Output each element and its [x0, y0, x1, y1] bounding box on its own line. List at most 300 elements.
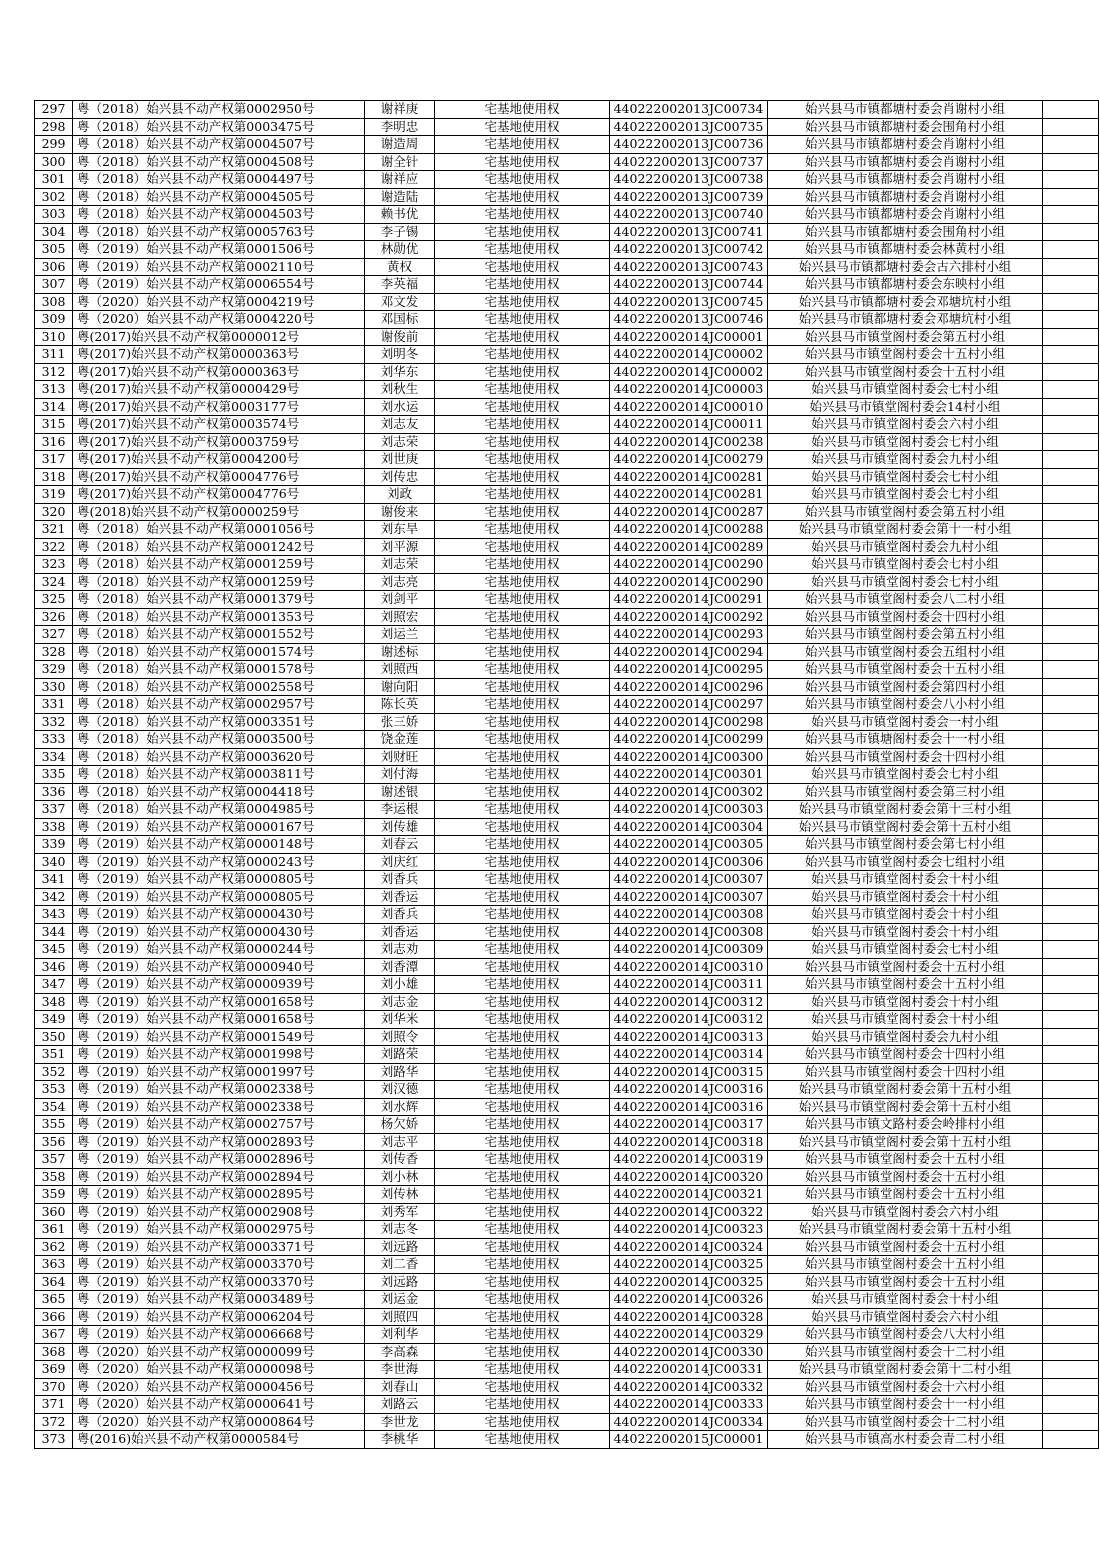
cell-remarks [1043, 643, 1099, 661]
cell-owner-name: 谢祥庚 [365, 101, 435, 119]
table-row [35, 381, 1099, 399]
cell-remarks [1043, 993, 1099, 1011]
table-row [35, 1431, 1099, 1449]
cell-remarks [1043, 1116, 1099, 1134]
cell-row-number: 345 [35, 941, 73, 959]
cell-row-number: 346 [35, 958, 73, 976]
cell-location: 始兴县马市镇堂阁村委会十村小组 [768, 923, 1043, 941]
cell-location: 始兴县马市镇堂阁村委会七村小组 [768, 556, 1043, 574]
table-row [35, 591, 1099, 609]
cell-certificate-number: 粤（2018）始兴县不动产权第0001552号 [73, 626, 365, 644]
cell-certificate-number: 粤（2018）始兴县不动产权第0003811号 [73, 766, 365, 784]
cell-row-number: 371 [35, 1396, 73, 1414]
cell-certificate-number: 粤（2020）始兴县不动产权第0004219号 [73, 293, 365, 311]
cell-row-number: 355 [35, 1116, 73, 1134]
cell-location: 始兴县马市镇堂阁村委会十五村小组 [768, 1168, 1043, 1186]
cell-right-type: 宅基地使用权 [435, 993, 610, 1011]
cell-row-number: 314 [35, 398, 73, 416]
cell-certificate-number: 粤（2018）始兴县不动产权第0004503号 [73, 206, 365, 224]
cell-owner-name: 刘传雄 [365, 818, 435, 836]
cell-remarks [1043, 608, 1099, 626]
cell-unit-number: 440222002013JC00737 [610, 153, 768, 171]
cell-location: 始兴县马市镇塘阁村委会十一村小组 [768, 731, 1043, 749]
cell-right-type: 宅基地使用权 [435, 1378, 610, 1396]
table-row [35, 1098, 1099, 1116]
cell-remarks [1043, 1133, 1099, 1151]
cell-right-type: 宅基地使用权 [435, 1238, 610, 1256]
cell-row-number: 339 [35, 836, 73, 854]
cell-right-type: 宅基地使用权 [435, 1133, 610, 1151]
cell-owner-name: 刘世庚 [365, 451, 435, 469]
cell-owner-name: 刘二香 [365, 1256, 435, 1274]
cell-location: 始兴县马市镇堂阁村委会第十五村小组 [768, 818, 1043, 836]
cell-remarks [1043, 1431, 1099, 1449]
cell-right-type: 宅基地使用权 [435, 1343, 610, 1361]
cell-unit-number: 440222002014JC00287 [610, 503, 768, 521]
cell-certificate-number: 粤(2018)始兴县不动产权第0000259号 [73, 503, 365, 521]
table-row [35, 1203, 1099, 1221]
cell-remarks [1043, 1081, 1099, 1099]
cell-right-type: 宅基地使用权 [435, 503, 610, 521]
cell-remarks [1043, 591, 1099, 609]
cell-unit-number: 440222002014JC00238 [610, 433, 768, 451]
cell-right-type: 宅基地使用权 [435, 1256, 610, 1274]
cell-right-type: 宅基地使用权 [435, 136, 610, 154]
cell-row-number: 318 [35, 468, 73, 486]
cell-remarks [1043, 626, 1099, 644]
cell-owner-name: 刘汉德 [365, 1081, 435, 1099]
cell-remarks [1043, 346, 1099, 364]
cell-row-number: 360 [35, 1203, 73, 1221]
cell-owner-name: 李明忠 [365, 118, 435, 136]
cell-unit-number: 440222002015JC00001 [610, 1431, 768, 1449]
cell-owner-name: 赖书优 [365, 206, 435, 224]
cell-right-type: 宅基地使用权 [435, 1081, 610, 1099]
cell-unit-number: 440222002014JC00281 [610, 468, 768, 486]
cell-location: 始兴县马市镇堂阁村委会第十五村小组 [768, 1221, 1043, 1239]
cell-owner-name: 谢俊前 [365, 328, 435, 346]
table-row [35, 293, 1099, 311]
cell-remarks [1043, 941, 1099, 959]
cell-row-number: 326 [35, 608, 73, 626]
cell-row-number: 300 [35, 153, 73, 171]
table-row [35, 433, 1099, 451]
table-row [35, 993, 1099, 1011]
cell-remarks [1043, 871, 1099, 889]
cell-certificate-number: 粤（2019）始兴县不动产权第0002895号 [73, 1186, 365, 1204]
cell-owner-name: 刘传香 [365, 1151, 435, 1169]
cell-certificate-number: 粤(2017)始兴县不动产权第0000429号 [73, 381, 365, 399]
cell-owner-name: 刘远路 [365, 1238, 435, 1256]
table-row [35, 1308, 1099, 1326]
cell-location: 始兴县马市镇都塘村委会肖谢村小组 [768, 206, 1043, 224]
cell-remarks [1043, 118, 1099, 136]
cell-remarks [1043, 976, 1099, 994]
cell-row-number: 372 [35, 1413, 73, 1431]
table-row [35, 223, 1099, 241]
table-row [35, 276, 1099, 294]
cell-certificate-number: 粤（2020）始兴县不动产权第0000641号 [73, 1396, 365, 1414]
cell-certificate-number: 粤（2019）始兴县不动产权第0006554号 [73, 276, 365, 294]
table-row [35, 853, 1099, 871]
cell-certificate-number: 粤（2018）始兴县不动产权第0004497号 [73, 171, 365, 189]
cell-unit-number: 440222002013JC00746 [610, 311, 768, 329]
cell-row-number: 315 [35, 416, 73, 434]
cell-unit-number: 440222002014JC00320 [610, 1168, 768, 1186]
cell-location: 始兴县马市镇堂阁村委会十村小组 [768, 1011, 1043, 1029]
cell-remarks [1043, 906, 1099, 924]
table-row [35, 136, 1099, 154]
cell-certificate-number: 粤（2019）始兴县不动产权第0000805号 [73, 888, 365, 906]
cell-row-number: 327 [35, 626, 73, 644]
cell-certificate-number: 粤（2019）始兴县不动产权第0000243号 [73, 853, 365, 871]
cell-owner-name: 李运根 [365, 801, 435, 819]
table-row [35, 976, 1099, 994]
cell-unit-number: 440222002014JC00308 [610, 923, 768, 941]
cell-owner-name: 刘香运 [365, 888, 435, 906]
cell-certificate-number: 粤（2019）始兴县不动产权第0001998号 [73, 1046, 365, 1064]
table-row [35, 258, 1099, 276]
cell-remarks [1043, 1308, 1099, 1326]
cell-row-number: 373 [35, 1431, 73, 1449]
cell-right-type: 宅基地使用权 [435, 1203, 610, 1221]
cell-unit-number: 440222002013JC00743 [610, 258, 768, 276]
cell-unit-number: 440222002014JC00296 [610, 678, 768, 696]
cell-owner-name: 刘志荣 [365, 433, 435, 451]
cell-row-number: 366 [35, 1308, 73, 1326]
cell-remarks [1043, 1378, 1099, 1396]
cell-right-type: 宅基地使用权 [435, 1326, 610, 1344]
table-row [35, 451, 1099, 469]
cell-right-type: 宅基地使用权 [435, 836, 610, 854]
cell-location: 始兴县马市镇都塘村委会围角村小组 [768, 223, 1043, 241]
cell-row-number: 306 [35, 258, 73, 276]
cell-location: 始兴县马市镇堂阁村委会14村小组 [768, 398, 1043, 416]
table-row [35, 398, 1099, 416]
cell-row-number: 343 [35, 906, 73, 924]
cell-certificate-number: 粤（2019）始兴县不动产权第0000939号 [73, 976, 365, 994]
cell-unit-number: 440222002014JC00293 [610, 626, 768, 644]
cell-row-number: 353 [35, 1081, 73, 1099]
table-row [35, 1011, 1099, 1029]
cell-certificate-number: 粤（2019）始兴县不动产权第0002894号 [73, 1168, 365, 1186]
cell-location: 始兴县马市镇堂阁村委会十村小组 [768, 993, 1043, 1011]
cell-owner-name: 刘照四 [365, 1308, 435, 1326]
cell-remarks [1043, 1221, 1099, 1239]
table-row [35, 503, 1099, 521]
cell-remarks [1043, 818, 1099, 836]
cell-right-type: 宅基地使用权 [435, 311, 610, 329]
cell-row-number: 323 [35, 556, 73, 574]
cell-certificate-number: 粤（2018）始兴县不动产权第0004507号 [73, 136, 365, 154]
cell-row-number: 369 [35, 1361, 73, 1379]
cell-right-type: 宅基地使用权 [435, 398, 610, 416]
table-row [35, 556, 1099, 574]
cell-location: 始兴县马市镇堂阁村委会第十五村小组 [768, 1081, 1043, 1099]
cell-unit-number: 440222002014JC00328 [610, 1308, 768, 1326]
cell-location: 始兴县马市镇堂阁村委会七村小组 [768, 486, 1043, 504]
table-row [35, 573, 1099, 591]
cell-right-type: 宅基地使用权 [435, 468, 610, 486]
cell-row-number: 351 [35, 1046, 73, 1064]
cell-certificate-number: 粤(2017)始兴县不动产权第0003759号 [73, 433, 365, 451]
cell-row-number: 332 [35, 713, 73, 731]
cell-certificate-number: 粤(2017)始兴县不动产权第0004776号 [73, 486, 365, 504]
cell-unit-number: 440222002014JC00319 [610, 1151, 768, 1169]
cell-row-number: 333 [35, 731, 73, 749]
table-row [35, 801, 1099, 819]
cell-location: 始兴县马市镇堂阁村委会十五村小组 [768, 958, 1043, 976]
cell-owner-name: 刘香兵 [365, 906, 435, 924]
cell-unit-number: 440222002014JC00299 [610, 731, 768, 749]
table-row [35, 1133, 1099, 1151]
cell-remarks [1043, 503, 1099, 521]
cell-remarks [1043, 1011, 1099, 1029]
cell-unit-number: 440222002014JC00307 [610, 888, 768, 906]
cell-unit-number: 440222002014JC00301 [610, 766, 768, 784]
cell-certificate-number: 粤(2017)始兴县不动产权第0000363号 [73, 346, 365, 364]
cell-remarks [1043, 451, 1099, 469]
cell-row-number: 354 [35, 1098, 73, 1116]
cell-remarks [1043, 888, 1099, 906]
cell-location: 始兴县马市镇都塘村委会古六排村小组 [768, 258, 1043, 276]
cell-remarks [1043, 311, 1099, 329]
cell-right-type: 宅基地使用权 [435, 223, 610, 241]
table-row [35, 1063, 1099, 1081]
table-row [35, 1291, 1099, 1309]
cell-remarks [1043, 416, 1099, 434]
cell-owner-name: 谢俊来 [365, 503, 435, 521]
cell-location: 始兴县马市镇堂阁村委会十四村小组 [768, 1046, 1043, 1064]
cell-owner-name: 李桃华 [365, 1431, 435, 1449]
table-row [35, 1273, 1099, 1291]
cell-right-type: 宅基地使用权 [435, 626, 610, 644]
table-row [35, 783, 1099, 801]
cell-owner-name: 刘香兵 [365, 871, 435, 889]
cell-unit-number: 440222002013JC00734 [610, 101, 768, 119]
cell-unit-number: 440222002013JC00739 [610, 188, 768, 206]
cell-unit-number: 440222002013JC00740 [610, 206, 768, 224]
table-row [35, 1046, 1099, 1064]
cell-certificate-number: 粤（2018）始兴县不动产权第0004418号 [73, 783, 365, 801]
cell-certificate-number: 粤（2018）始兴县不动产权第0001574号 [73, 643, 365, 661]
cell-remarks [1043, 1151, 1099, 1169]
cell-right-type: 宅基地使用权 [435, 171, 610, 189]
cell-location: 始兴县马市镇堂阁村委会十五村小组 [768, 661, 1043, 679]
cell-location: 始兴县马市镇堂阁村委会九村小组 [768, 538, 1043, 556]
table-row [35, 153, 1099, 171]
cell-owner-name: 刘秀军 [365, 1203, 435, 1221]
cell-remarks [1043, 766, 1099, 784]
cell-location: 始兴县马市镇堂阁村委会第十三村小组 [768, 801, 1043, 819]
cell-remarks [1043, 276, 1099, 294]
cell-location: 始兴县马市镇堂阁村委会十六村小组 [768, 1378, 1043, 1396]
cell-certificate-number: 粤（2019）始兴县不动产权第0002975号 [73, 1221, 365, 1239]
cell-location: 始兴县马市镇堂阁村委会七村小组 [768, 573, 1043, 591]
cell-right-type: 宅基地使用权 [435, 118, 610, 136]
cell-certificate-number: 粤（2018）始兴县不动产权第0002957号 [73, 696, 365, 714]
table-row [35, 1221, 1099, 1239]
cell-unit-number: 440222002014JC00316 [610, 1098, 768, 1116]
cell-right-type: 宅基地使用权 [435, 941, 610, 959]
cell-unit-number: 440222002014JC00001 [610, 328, 768, 346]
cell-owner-name: 刘华东 [365, 363, 435, 381]
cell-remarks [1043, 836, 1099, 854]
table-row [35, 311, 1099, 329]
cell-remarks [1043, 206, 1099, 224]
cell-certificate-number: 粤（2018）始兴县不动产权第0003500号 [73, 731, 365, 749]
cell-row-number: 321 [35, 521, 73, 539]
cell-owner-name: 刘志平 [365, 1133, 435, 1151]
cell-location: 始兴县马市镇堂阁村委会六村小组 [768, 1308, 1043, 1326]
cell-owner-name: 李世龙 [365, 1413, 435, 1431]
cell-remarks [1043, 381, 1099, 399]
cell-right-type: 宅基地使用权 [435, 766, 610, 784]
cell-row-number: 311 [35, 346, 73, 364]
cell-location: 始兴县马市镇堂阁村委会八大村小组 [768, 1326, 1043, 1344]
cell-location: 始兴县马市镇堂阁村委会十四村小组 [768, 1063, 1043, 1081]
cell-unit-number: 440222002014JC00305 [610, 836, 768, 854]
cell-location: 始兴县马市镇堂阁村委会六村小组 [768, 416, 1043, 434]
cell-location: 始兴县马市镇都塘村委会林黄村小组 [768, 241, 1043, 259]
cell-owner-name: 刘财旺 [365, 748, 435, 766]
cell-right-type: 宅基地使用权 [435, 1098, 610, 1116]
table-row [35, 748, 1099, 766]
cell-certificate-number: 粤（2018）始兴县不动产权第0002950号 [73, 101, 365, 119]
cell-unit-number: 440222002014JC00010 [610, 398, 768, 416]
table-row [35, 538, 1099, 556]
cell-location: 始兴县马市镇都塘村委会肖谢村小组 [768, 171, 1043, 189]
cell-owner-name: 刘水运 [365, 398, 435, 416]
cell-row-number: 308 [35, 293, 73, 311]
cell-right-type: 宅基地使用权 [435, 1221, 610, 1239]
table-row [35, 346, 1099, 364]
cell-location: 始兴县马市镇堂阁村委会十四村小组 [768, 748, 1043, 766]
cell-location: 始兴县马市镇都塘村委会东映村小组 [768, 276, 1043, 294]
cell-right-type: 宅基地使用权 [435, 433, 610, 451]
cell-location: 始兴县马市镇堂阁村委会十五村小组 [768, 976, 1043, 994]
cell-certificate-number: 粤（2019）始兴县不动产权第0000430号 [73, 906, 365, 924]
cell-unit-number: 440222002014JC00325 [610, 1273, 768, 1291]
cell-right-type: 宅基地使用权 [435, 206, 610, 224]
cell-unit-number: 440222002014JC00312 [610, 993, 768, 1011]
cell-owner-name: 谢全针 [365, 153, 435, 171]
table-row [35, 818, 1099, 836]
cell-owner-name: 刘志冬 [365, 1221, 435, 1239]
cell-row-number: 337 [35, 801, 73, 819]
cell-row-number: 320 [35, 503, 73, 521]
cell-certificate-number: 粤(2017)始兴县不动产权第0004200号 [73, 451, 365, 469]
cell-location: 始兴县马市镇堂阁村委会十二村小组 [768, 1343, 1043, 1361]
cell-unit-number: 440222002014JC00331 [610, 1361, 768, 1379]
cell-owner-name: 刘小林 [365, 1168, 435, 1186]
cell-remarks [1043, 713, 1099, 731]
cell-location: 始兴县马市镇堂阁村委会十二村小组 [768, 1413, 1043, 1431]
cell-certificate-number: 粤（2018）始兴县不动产权第0001578号 [73, 661, 365, 679]
cell-certificate-number: 粤（2020）始兴县不动产权第0000099号 [73, 1343, 365, 1361]
cell-owner-name: 刘照宏 [365, 608, 435, 626]
cell-row-number: 307 [35, 276, 73, 294]
cell-row-number: 370 [35, 1378, 73, 1396]
cell-right-type: 宅基地使用权 [435, 853, 610, 871]
table-row [35, 1413, 1099, 1431]
cell-owner-name: 邓国标 [365, 311, 435, 329]
table-row [35, 871, 1099, 889]
cell-owner-name: 谢述银 [365, 783, 435, 801]
cell-right-type: 宅基地使用权 [435, 416, 610, 434]
cell-certificate-number: 粤（2019）始兴县不动产权第0002338号 [73, 1098, 365, 1116]
table-row [35, 101, 1099, 119]
cell-location: 始兴县马市镇堂阁村委会十村小组 [768, 888, 1043, 906]
cell-unit-number: 440222002014JC00300 [610, 748, 768, 766]
cell-location: 始兴县马市镇堂阁村委会第五村小组 [768, 328, 1043, 346]
cell-remarks [1043, 1291, 1099, 1309]
cell-remarks [1043, 783, 1099, 801]
cell-row-number: 348 [35, 993, 73, 1011]
cell-right-type: 宅基地使用权 [435, 923, 610, 941]
table-row [35, 1116, 1099, 1134]
cell-remarks [1043, 1396, 1099, 1414]
cell-right-type: 宅基地使用权 [435, 958, 610, 976]
cell-owner-name: 刘付海 [365, 766, 435, 784]
cell-owner-name: 刘秋生 [365, 381, 435, 399]
cell-row-number: 304 [35, 223, 73, 241]
cell-certificate-number: 粤(2017)始兴县不动产权第0000363号 [73, 363, 365, 381]
cell-right-type: 宅基地使用权 [435, 486, 610, 504]
cell-location: 始兴县马市镇堂阁村委会五组村小组 [768, 643, 1043, 661]
cell-right-type: 宅基地使用权 [435, 1186, 610, 1204]
cell-row-number: 324 [35, 573, 73, 591]
cell-row-number: 301 [35, 171, 73, 189]
table-row [35, 1238, 1099, 1256]
cell-unit-number: 440222002014JC00321 [610, 1186, 768, 1204]
cell-unit-number: 440222002014JC00322 [610, 1203, 768, 1221]
table-row [35, 661, 1099, 679]
cell-certificate-number: 粤（2019）始兴县不动产权第0000940号 [73, 958, 365, 976]
cell-row-number: 363 [35, 1256, 73, 1274]
cell-certificate-number: 粤（2019）始兴县不动产权第0002896号 [73, 1151, 365, 1169]
cell-right-type: 宅基地使用权 [435, 538, 610, 556]
cell-row-number: 347 [35, 976, 73, 994]
cell-certificate-number: 粤（2020）始兴县不动产权第0004220号 [73, 311, 365, 329]
cell-right-type: 宅基地使用权 [435, 731, 610, 749]
cell-remarks [1043, 468, 1099, 486]
cell-remarks [1043, 1203, 1099, 1221]
cell-right-type: 宅基地使用权 [435, 1063, 610, 1081]
cell-right-type: 宅基地使用权 [435, 573, 610, 591]
cell-remarks [1043, 521, 1099, 539]
table-row [35, 1378, 1099, 1396]
cell-right-type: 宅基地使用权 [435, 1028, 610, 1046]
cell-owner-name: 刘照西 [365, 661, 435, 679]
table-row [35, 731, 1099, 749]
table-row [35, 188, 1099, 206]
cell-certificate-number: 粤（2018）始兴县不动产权第0001056号 [73, 521, 365, 539]
cell-certificate-number: 粤（2019）始兴县不动产权第0000148号 [73, 836, 365, 854]
cell-location: 始兴县马市镇都塘村委会围角村小组 [768, 118, 1043, 136]
cell-unit-number: 440222002014JC00309 [610, 941, 768, 959]
cell-unit-number: 440222002014JC00292 [610, 608, 768, 626]
cell-certificate-number: 粤(2017)始兴县不动产权第0004776号 [73, 468, 365, 486]
table-row [35, 171, 1099, 189]
cell-unit-number: 440222002014JC00002 [610, 363, 768, 381]
registry-table [34, 100, 1099, 1449]
cell-unit-number: 440222002014JC00290 [610, 556, 768, 574]
cell-owner-name: 杨欠娇 [365, 1116, 435, 1134]
cell-unit-number: 440222002014JC00333 [610, 1396, 768, 1414]
cell-row-number: 342 [35, 888, 73, 906]
cell-right-type: 宅基地使用权 [435, 976, 610, 994]
